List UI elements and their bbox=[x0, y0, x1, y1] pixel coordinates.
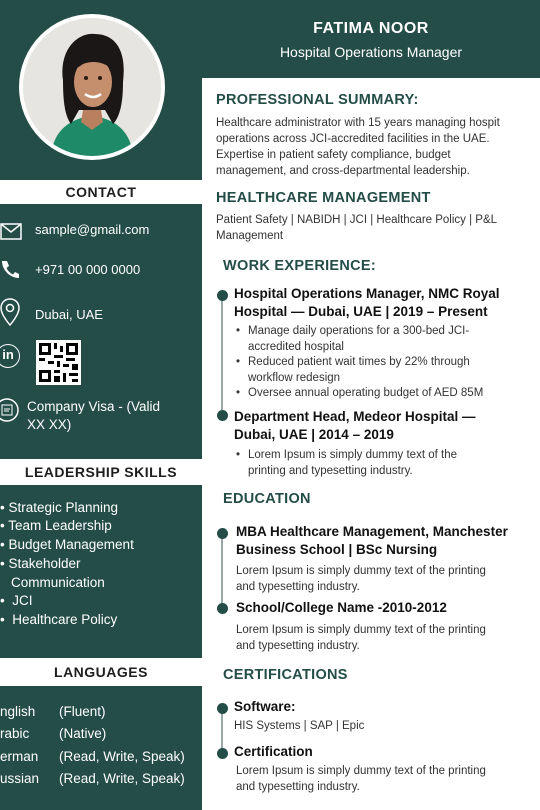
job-title: Department Head, Medeor Hospital — Dubai, UAE | 2014 – 2019 bbox=[234, 409, 476, 442]
language-name: erman bbox=[0, 749, 39, 764]
qr-code bbox=[36, 340, 81, 385]
timeline-dot bbox=[217, 703, 228, 714]
education-title: School/College Name -2010-2012 bbox=[236, 600, 447, 615]
header-bar bbox=[202, 0, 540, 78]
language-name: ussian bbox=[0, 771, 40, 786]
healthcare-text: Patient Safety | NABIDH | JCI | Healthcare Policy | P&L Management bbox=[216, 214, 498, 242]
bullet-item: • Lorem Ipsum is simply dummy text of the printing and typesetting industry. bbox=[234, 448, 534, 479]
job-bullets bbox=[234, 324, 534, 402]
bullet-item: • Manage daily operations for a 300-bed JCI- accredited hospital bbox=[234, 324, 534, 355]
skill-item: • Stakeholder bbox=[0, 556, 81, 571]
education-heading: EDUCATION bbox=[223, 491, 311, 507]
candidate-name: FATIMA NOOR bbox=[313, 20, 429, 37]
visa-line-1: Company Visa - (Valid bbox=[27, 399, 161, 414]
certifications-heading: CERTIFICATIONS bbox=[223, 667, 348, 683]
experience-timeline bbox=[221, 294, 223, 416]
cert-desc: Lorem Ipsum is simply dummy text of the printing and typesetting industry. bbox=[236, 765, 486, 793]
contact-location bbox=[0, 298, 202, 328]
candidate-title: Hospital Operations Manager bbox=[279, 44, 463, 60]
contact-phone[interactable] bbox=[0, 259, 202, 283]
visa-line-2: XX XX) bbox=[27, 417, 72, 432]
bullet-item: • Oversee annual operating budget of AED 85M bbox=[234, 386, 534, 402]
bullet-item: • Reduced patient wait times by 22% through workflow redesign bbox=[234, 355, 534, 386]
qr-code-icon bbox=[39, 343, 78, 382]
language-name: rabic bbox=[0, 726, 30, 741]
summary-heading: PROFESSIONAL SUMMARY: bbox=[216, 92, 419, 108]
job-title: Hospital Operations Manager, NMC Royal Hospital — Dubai, UAE | 2019 – Present bbox=[234, 286, 500, 319]
linkedin-icon: in bbox=[0, 344, 20, 368]
timeline-dot bbox=[217, 748, 228, 759]
profile-photo-frame bbox=[19, 14, 165, 160]
timeline-dot bbox=[217, 528, 228, 539]
contact-email[interactable] bbox=[0, 220, 202, 244]
email-text: sample@gmail.com bbox=[35, 222, 150, 237]
contact-visa bbox=[0, 396, 202, 436]
language-name: nglish bbox=[0, 704, 36, 719]
profile-photo bbox=[23, 18, 161, 156]
contact-heading: CONTACT bbox=[0, 180, 202, 204]
healthcare-heading: HEALTHCARE MANAGEMENT bbox=[216, 190, 431, 206]
location-pin-icon bbox=[0, 298, 20, 326]
language-level: (Fluent) bbox=[59, 704, 106, 719]
skills-heading: LEADERSHIP SKILLS bbox=[0, 459, 202, 485]
education-desc: Lorem Ipsum is simply dummy text of the printing and typesetting industry. bbox=[236, 624, 486, 652]
cert-title: Software: bbox=[234, 699, 296, 714]
visa-badge-icon bbox=[0, 398, 19, 422]
skill-item: • Healthcare Policy bbox=[0, 612, 118, 627]
cert-title: Certification bbox=[234, 744, 313, 759]
skill-item: • Team Leadership bbox=[0, 518, 112, 533]
phone-text: +971 00 000 0000 bbox=[35, 262, 141, 277]
summary-text: Healthcare administrator with 15 years managing hospit operations across JCI-accredited facilities in the UAE. Expertise in patient safety compliance, budget management, and cross-departmental leadership. bbox=[216, 117, 500, 177]
portrait-illustration bbox=[23, 18, 161, 156]
skill-item: • Budget Management bbox=[0, 537, 134, 552]
envelope-icon bbox=[0, 223, 22, 240]
skill-item: • Strategic Planning bbox=[0, 500, 119, 515]
skill-item: Communication bbox=[11, 575, 105, 590]
language-level: (Read, Write, Speak) bbox=[59, 749, 185, 764]
education-title: MBA Healthcare Management, Manchester Business School | BSc Nursing bbox=[236, 524, 508, 557]
education-desc: Lorem Ipsum is simply dummy text of the printing and typesetting industry. bbox=[236, 565, 486, 593]
timeline-dot bbox=[217, 603, 228, 614]
phone-icon bbox=[0, 259, 20, 279]
language-level: (Native) bbox=[59, 726, 107, 741]
location-text: Dubai, UAE bbox=[35, 307, 103, 322]
education-timeline bbox=[221, 533, 223, 613]
timeline-dot bbox=[217, 410, 228, 421]
cert-desc: HIS Systems | SAP | Epic bbox=[234, 720, 365, 732]
skill-item: • JCI bbox=[0, 593, 33, 608]
timeline-dot bbox=[217, 290, 228, 301]
language-level: (Read, Write, Speak) bbox=[59, 771, 185, 786]
job-bullets bbox=[234, 448, 534, 479]
languages-heading: LANGUAGES bbox=[0, 658, 202, 686]
experience-heading: WORK EXPERIENCE: bbox=[223, 258, 377, 274]
